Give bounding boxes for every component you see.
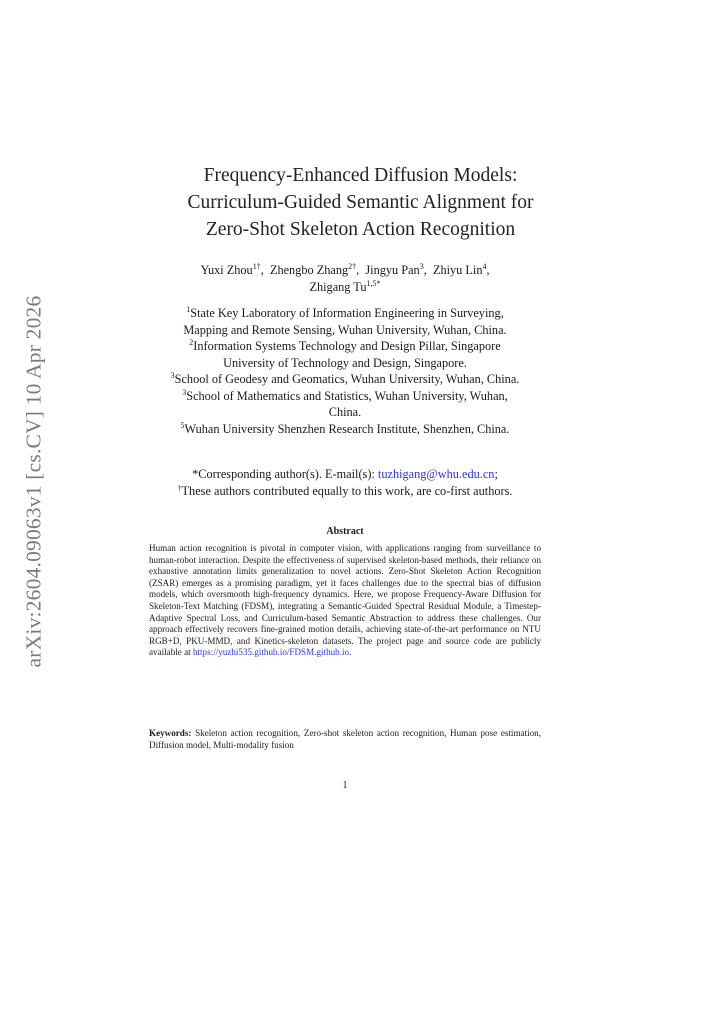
corresponding-prefix: *Corresponding author(s). E-mail(s): — [192, 467, 378, 481]
author-name: Zhigang Tu — [309, 280, 367, 294]
author-name: Zhengbo Zhang — [269, 263, 349, 277]
keywords-label: Keywords: — [149, 728, 192, 738]
arxiv-identifier: arXiv:2604.09063v1 [cs.CV] 10 Apr 2026 — [21, 295, 46, 667]
author-affil-mark: 4 — [482, 262, 487, 271]
corresponding-author-note: *Corresponding author(s). E-mail(s): tuzhigang@whu.edu.cn; †These authors contributed equally to this work, are co-first authors. — [177, 467, 513, 498]
author-name: Zhiyu Lin — [432, 263, 483, 277]
paper-title — [0, 162, 721, 243]
author-affil-mark: 1† — [252, 262, 261, 271]
affiliation-line: China. — [328, 405, 362, 419]
author-affil-mark: 2† — [348, 262, 357, 271]
affiliation-line: Mapping and Remote Sensing, Wuhan University, Wuhan, China. — [183, 322, 507, 337]
title-line: Curriculum-Guided Semantic Alignment for — [187, 192, 534, 213]
email-link[interactable]: tuzhigang@whu.edu.cn — [377, 467, 495, 481]
title-line: Frequency-Enhanced Diffusion Models: — [203, 165, 518, 186]
affiliation-line: $^1$State Key Laboratory of Information Engineering in Surveying, — [186, 305, 504, 320]
affiliation-line: University of Technology and Design, Singapore. — [223, 355, 467, 370]
keywords — [149, 728, 541, 751]
author-affil-mark: 1,5* — [366, 279, 381, 288]
affiliation-line: $^3$School of Geodesy and Geomatics, Wuhan University, Wuhan, China. — [170, 371, 520, 386]
author-name: Jingyu Pan — [365, 263, 420, 277]
co-first-note: These authors contributed equally to this work, are co-first authors. — [181, 484, 513, 498]
page-number: 1 — [342, 780, 348, 791]
affiliation-line: $^5$Wuhan University Shenzhen Research Institute, Shenzhen, China. — [180, 420, 510, 436]
project-link[interactable]: https://yuzhi535.github.io/FDSM.github.io — [192, 647, 350, 658]
affiliation-line: $^2$Information Systems Technology and Design Pillar, Singapore — [189, 338, 501, 353]
author-affil-mark: 3 — [419, 262, 424, 271]
affiliation-list — [0, 305, 690, 437]
title-line: Zero-Shot Skeleton Action Recognition — [205, 219, 516, 240]
affiliation-line: $^3$School of Mathematics and Statistics, Wuhan University, Wuhan, — [182, 387, 508, 403]
dagger-mark: † — [177, 484, 182, 493]
keywords-text: Skeleton action recognition, Zero-shot skeleton action recognition, Human pose estimation, Diffusion model, Multi-modality fusion — [149, 728, 541, 750]
abstract-heading: Abstract — [326, 526, 364, 537]
author-list: Yuxi Zhou$^{1\dagger}$, Zhengbo Zhang$^{2\dagger}$, Jingyu Pan$^3$, Zhiyu Lin$^4$, Zhigang $Tu^{1,5*}$ — [200, 262, 490, 294]
abstract-body: Human action recognition is pivotal in computer vision, with applications ranging from surveillance to human-robot interaction. Despite the effectiveness of supervised skeleton-based methods, their reliance on exhaustive annotation limits generalization to novel actions. Zero-Shot Skeleton Action Recognition (ZSAR) emerges as a promising paradigm, yet it faces challenges due to the spectral bias of diffusion models, which oversmooth high-frequency dynamics. Here, we propose Frequency-Aware Diffusion for Skeleton-Text Matching (FDSM), integrating a Semantic-Guided Spectral Residual Module, a Timestep-Adaptive Spectral Loss, and Curriculum-based Semantic Abstraction to address these challenges. Our approach effectively recovers fine-grained motion details, achieving state-of-the-art performance on NTU RGB+D, PKU-MMD, and Kinetics-skeleton datasets. The project page and source code are publicly available at https://yuzhi535.github.io/FDSM.github.io. — [149, 543, 541, 658]
author-name: Yuxi Zhou — [200, 263, 253, 277]
abstract-text: Human action recognition is pivotal in computer vision, with applications ranging from surveillance to human-robot interaction. Despite the effectiveness of supervised skeleton-based methods, their reliance on exhaustive annotation limits generalization to novel actions. Zero-Shot Skeleton Action Recognition (ZSAR) emerges as a promising paradigm, yet it faces challenges due to the spectral bias of diffusion models, which oversmooth high-frequency dynamics. Here, we propose Frequency-Aware Diffusion for Skeleton-Text Matching (FDSM), integrating a Semantic-Guided Spectral Residual Module, a Timestep-Adaptive Spectral Loss, and Curriculum-based Semantic Abstraction to address these challenges. Our approach effectively recovers fine-grained motion details, achieving state-of-the-art performance on NTU RGB+D, PKU-MMD, and Kinetics-skeleton datasets. The project page and source code are publicly available at — [149, 543, 541, 658]
